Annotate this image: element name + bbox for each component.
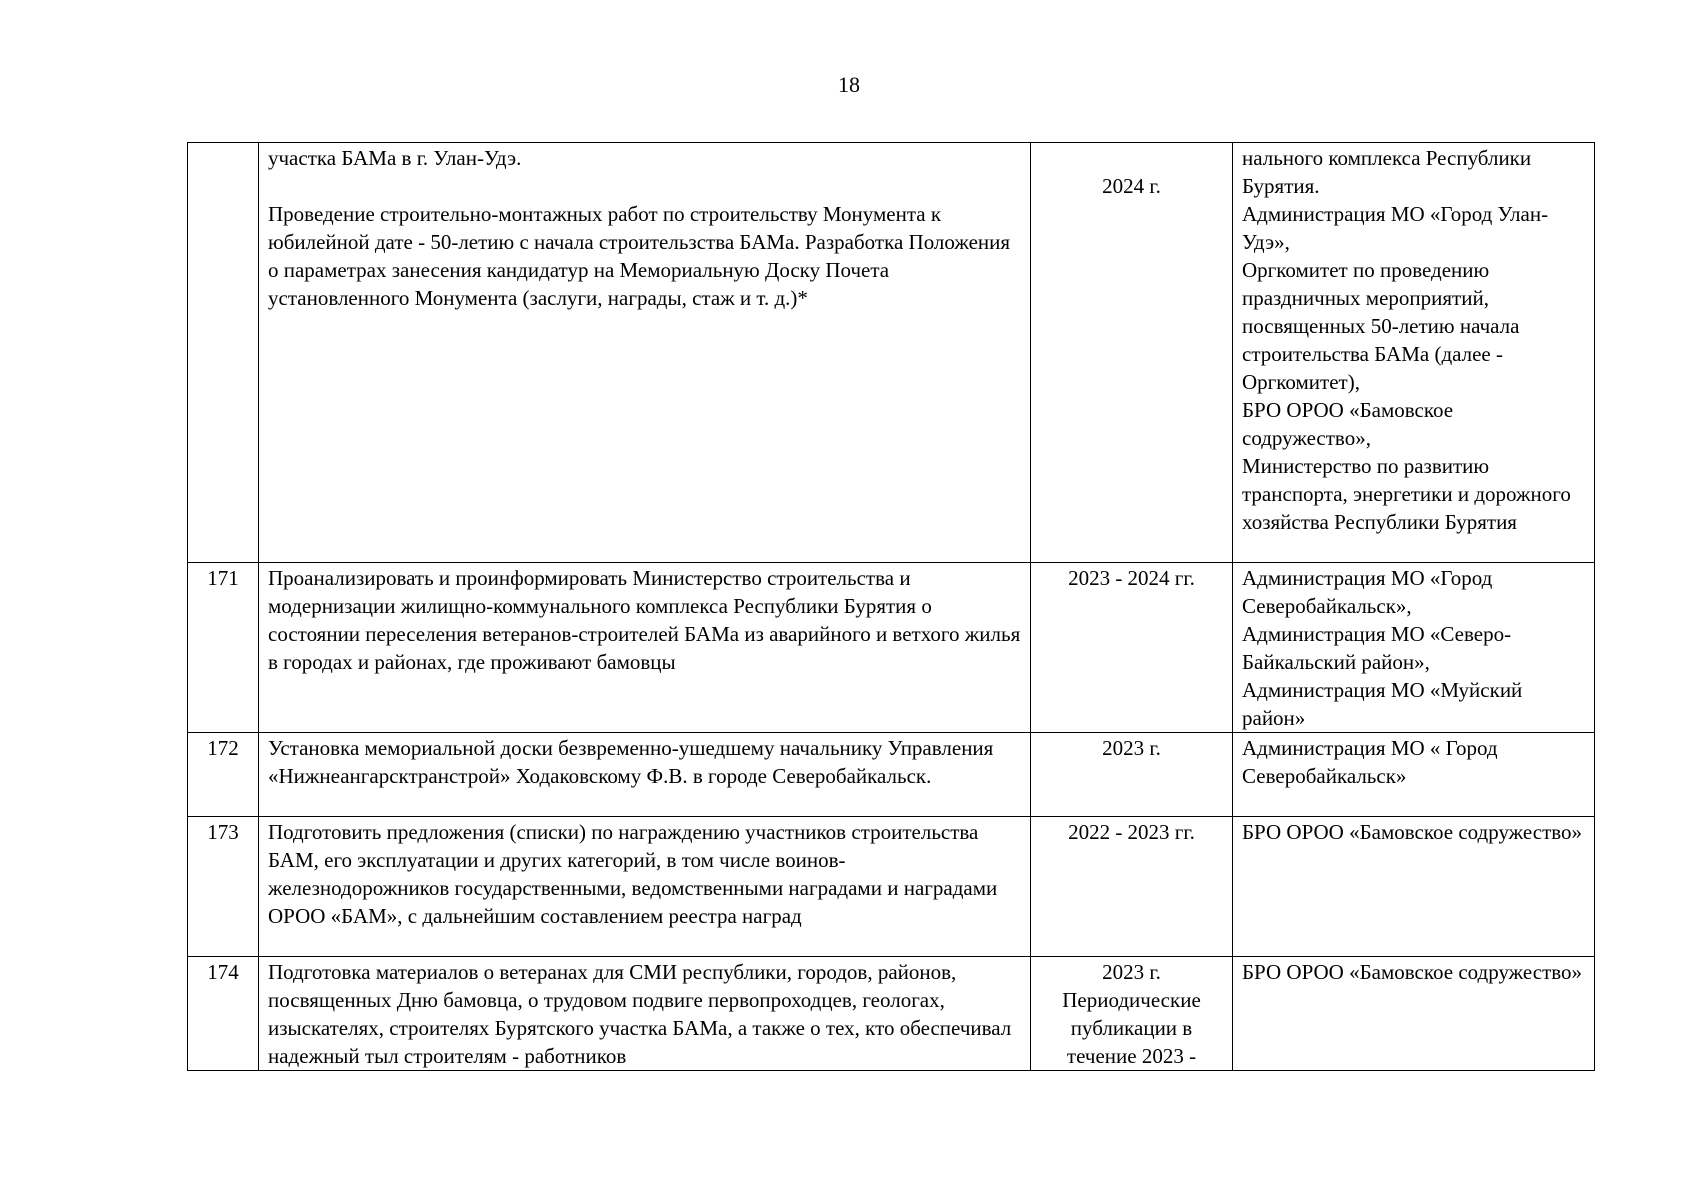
row-number bbox=[188, 143, 259, 563]
responsible-item: Администрация МО «Город Улан-Удэ», bbox=[1242, 202, 1549, 254]
row-responsible bbox=[1233, 563, 1595, 733]
row-description: Установка мемориальной доски безвременно-ушедшему начальнику Управления «Нижнеангарсктранстрой» Ходаковскому Ф.В. в городе Северобайкальск. bbox=[259, 733, 1031, 817]
row-number: 174 bbox=[188, 957, 259, 1071]
plan-table bbox=[187, 142, 1595, 1071]
table-row bbox=[188, 733, 1595, 817]
row-description: Проанализировать и проинформировать Министерство строительства и модернизации жилищно-коммунального комплекса Республики Бурятия о состоянии переселения ветеранов-строителей БАМа из аварийного и ветхого жилья в городах и районах, где проживают бамовцы bbox=[259, 563, 1031, 733]
row-description bbox=[259, 143, 1031, 563]
responsible-item: Оргкомитет по проведению праздничных мероприятий, посвященных 50-летию начала строительства БАМа (далее - Оргкомитет), bbox=[1242, 258, 1520, 394]
row-date: 2022 - 2023 гг. bbox=[1031, 817, 1233, 957]
row-number: 173 bbox=[188, 817, 259, 957]
row-description: Подготовить предложения (списки) по награждению участников строительства БАМ, его эксплуатации и других категорий, в том числе воинов-железнодорожников государственными, ведомственными наградами и наградами ОРОО «БАМ», с дальнейшим составлением реестра наград bbox=[259, 817, 1031, 957]
row-description-line: Проведение строительно-монтажных работ по строительству Монумента к юбилейной дате - 50-летию с начала строительзства БАМа. Разработка Положения о параметрах занесения кандидатур на Мемориальную Доску Почета установленного Монумента (заслуги, награды, стаж и т. д.)* bbox=[268, 202, 1011, 310]
row-date bbox=[1031, 143, 1233, 563]
row-responsible bbox=[1233, 143, 1595, 563]
responsible-item: БРО ОРОО «Бамовское содружество» bbox=[1242, 820, 1583, 844]
table-row bbox=[188, 817, 1595, 957]
responsible-item: Администрация МО «Северо-Байкальский район», bbox=[1242, 622, 1512, 674]
row-responsible bbox=[1233, 957, 1595, 1071]
row-date: 2023 г. bbox=[1031, 733, 1233, 817]
responsible-item: Министерство по развитию транспорта, энергетики и дорожного хозяйства Республики Бурятия bbox=[1242, 454, 1571, 534]
responsible-item: БРО ОРОО «Бамовское содружество», bbox=[1242, 398, 1454, 450]
page-number: 18 bbox=[838, 72, 860, 97]
row-responsible bbox=[1233, 733, 1595, 817]
responsible-item: нального комплекса Республики Бурятия. bbox=[1242, 146, 1532, 198]
responsible-item: БРО ОРОО «Бамовское содружество» bbox=[1242, 960, 1583, 984]
row-responsible bbox=[1233, 817, 1595, 957]
row-date: 2023 г. Периодические публикации в течение 2023 - bbox=[1031, 957, 1233, 1071]
row-number: 171 bbox=[188, 563, 259, 733]
row-description-line: участка БАМа в г. Улан-Удэ. bbox=[268, 146, 522, 170]
row-description: Подготовка материалов о ветеранах для СМИ республики, городов, районов, посвященных Дню бамовца, о трудовом подвиге первопроходцев, геологах, изыскателях, строителях Бурятского участка БАМа, а также о тех, кто обеспечивал надежный тыл строителям - работников bbox=[259, 957, 1031, 1071]
responsible-item: Администрация МО «Город Северобайкальск», bbox=[1242, 566, 1493, 618]
row-number: 172 bbox=[188, 733, 259, 817]
responsible-item: Администрация МО «Муйский район» bbox=[1242, 678, 1523, 730]
table-row-continued bbox=[188, 143, 1595, 563]
row-date-text: 2024 г. bbox=[1102, 174, 1161, 198]
row-date: 2023 - 2024 гг. bbox=[1031, 563, 1233, 733]
table-row bbox=[188, 957, 1595, 1071]
responsible-item: Администрация МО « Город Северобайкальск» bbox=[1242, 736, 1498, 788]
table-row bbox=[188, 563, 1595, 733]
